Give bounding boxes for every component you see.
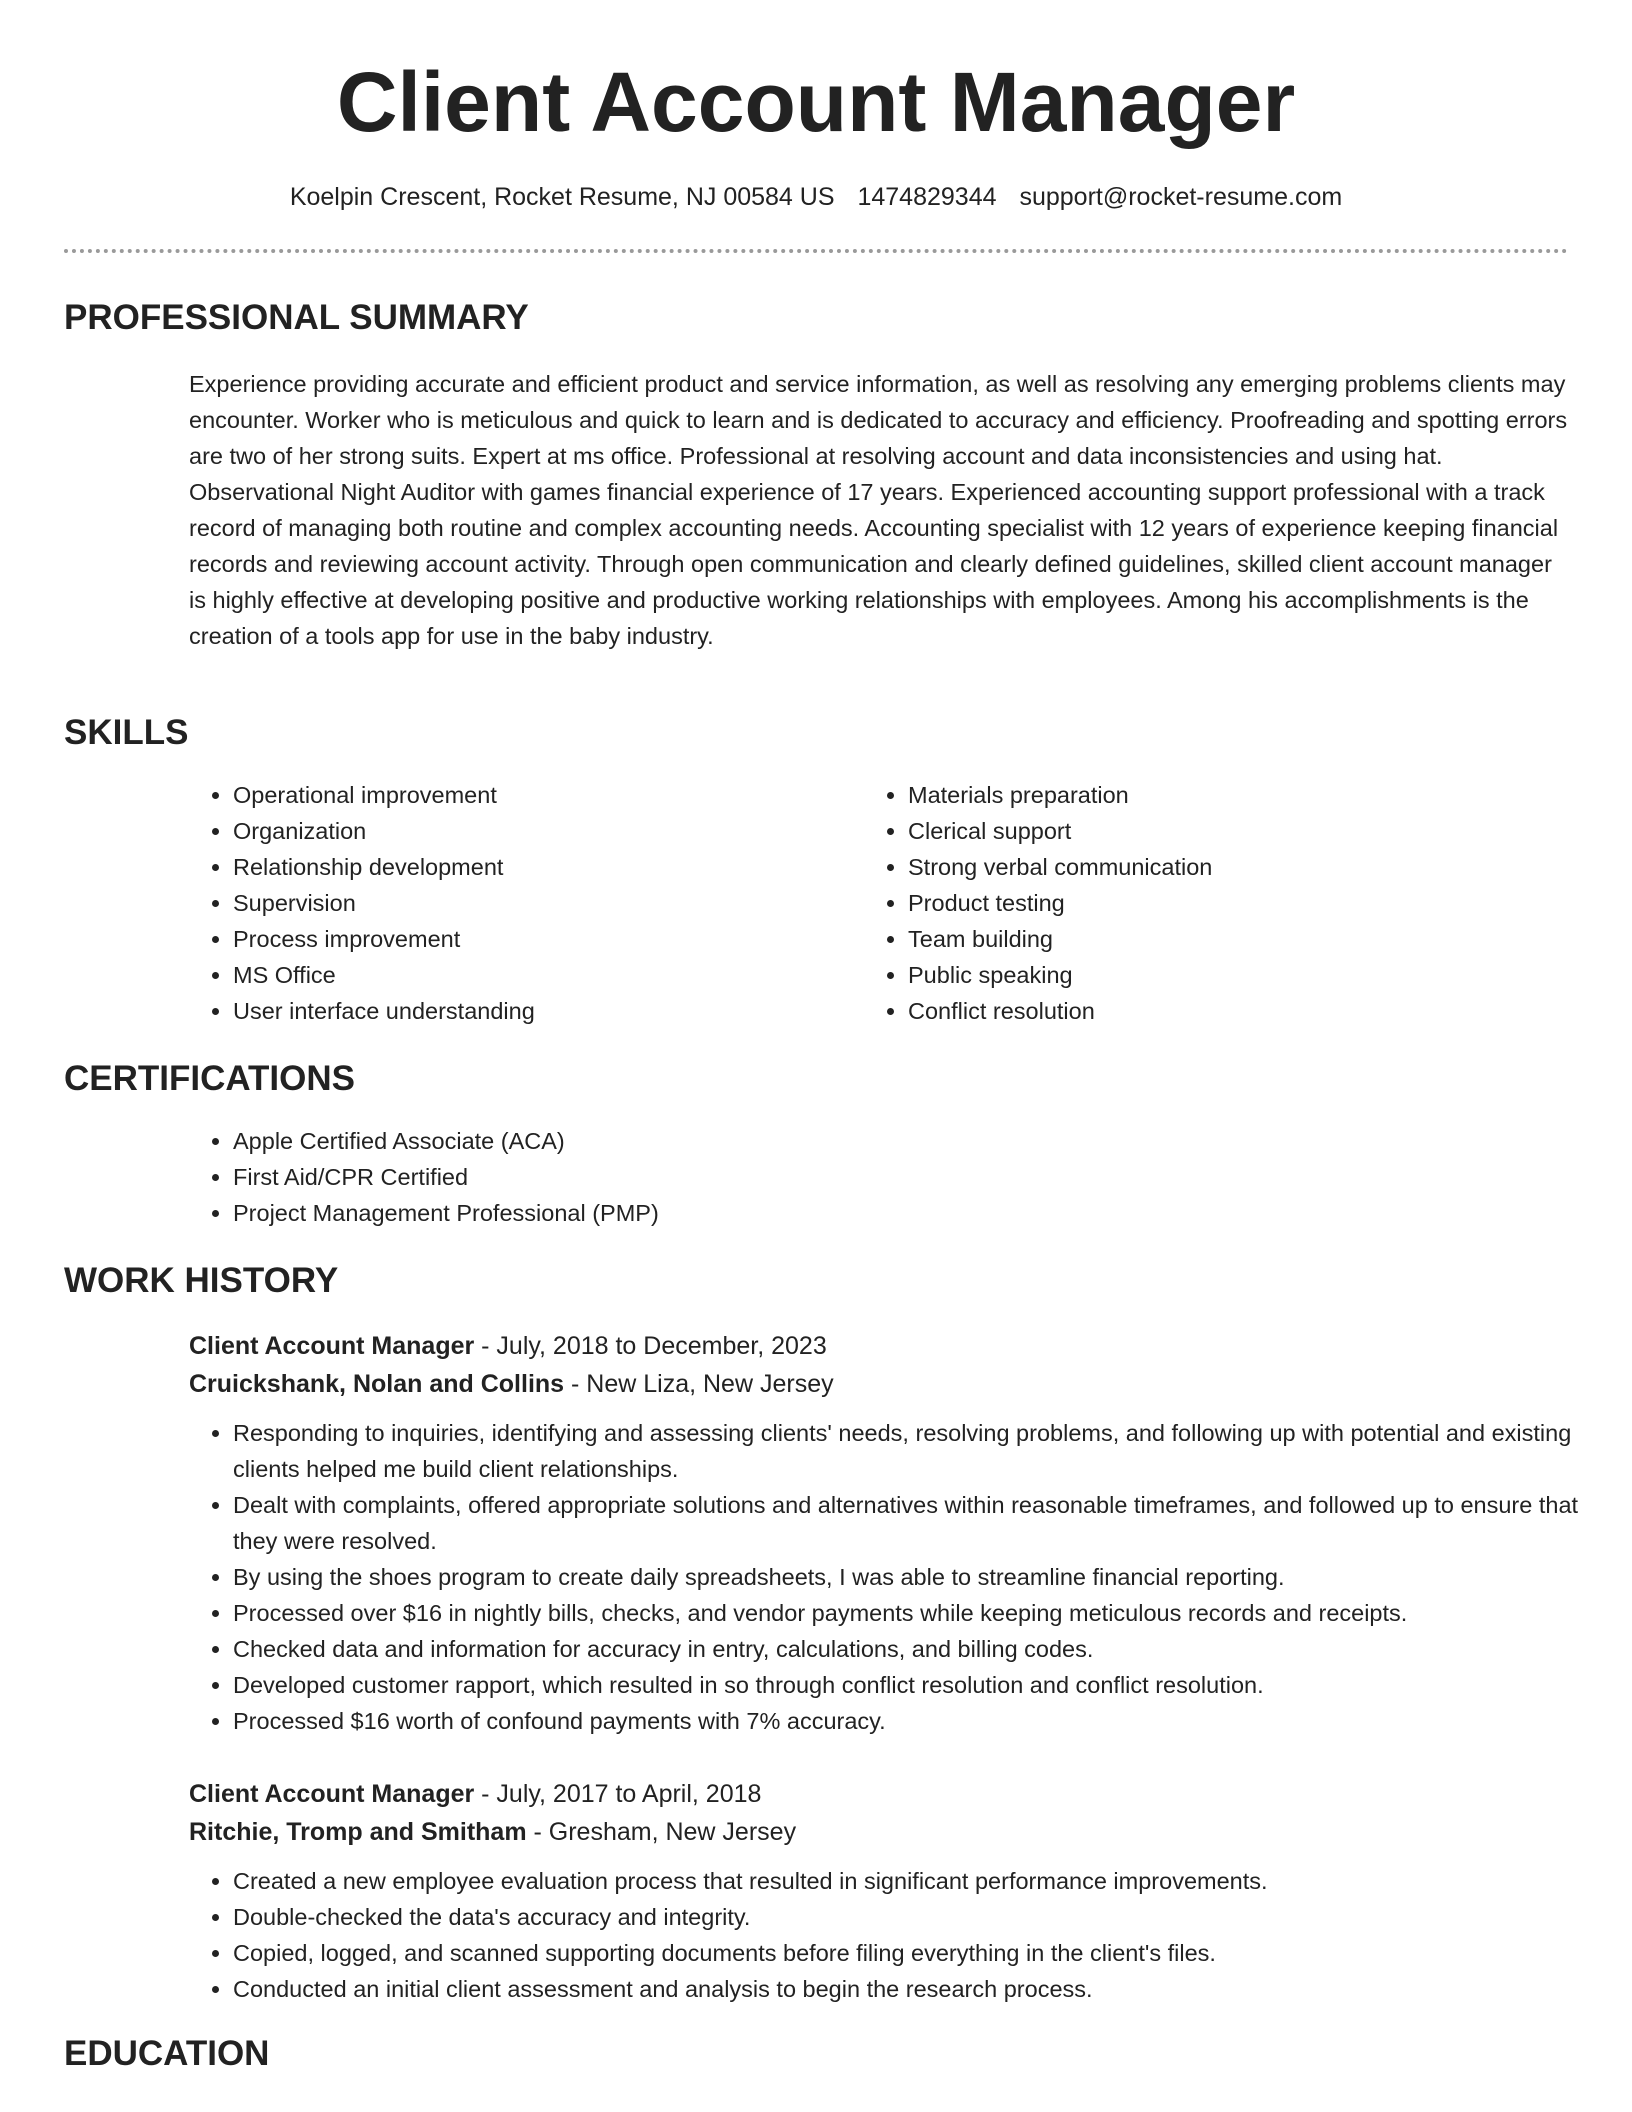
job-duty-item: • By using the shoes program to create daily spreadsheets, I was able to streamline financial reporting.	[233, 1559, 1613, 1595]
job-duty-item: • Created a new employee evaluation process that resulted in significant performance improvements.	[233, 1863, 1613, 1899]
certifications-heading: CERTIFICATIONS	[64, 1059, 356, 1098]
job-duty-item: • Checked data and information for accuracy in entry, calculations, and billing codes.	[233, 1631, 1613, 1667]
skills-heading: SKILLS	[64, 713, 189, 752]
summary-heading: PROFESSIONAL SUMMARY	[64, 298, 529, 337]
job-company: Cruickshank, Nolan and Collins	[189, 1370, 565, 1398]
contact-line	[0, 180, 1632, 214]
header-divider	[64, 249, 1568, 253]
skills-list-left	[189, 777, 833, 1029]
skill-item: • Clerical support	[908, 813, 1508, 849]
job-role: Client Account Manager	[189, 1780, 475, 1808]
skill-item: • User interface understanding	[233, 993, 833, 1029]
contact-address: Koelpin Crescent, Rocket Resume, NJ 00584 US	[289, 183, 835, 211]
job-company-line	[189, 1365, 834, 1403]
certifications-list	[189, 1123, 1533, 1231]
skills-list-right	[864, 777, 1508, 1029]
skill-item: • Process improvement	[233, 921, 833, 957]
job-duty-item: • Processed $16 worth of confound payments with 7% accuracy.	[233, 1703, 1613, 1739]
certification-item: • Project Management Professional (PMP)	[233, 1195, 1533, 1231]
candidate-name: Client Account Manager	[336, 55, 1296, 149]
skill-item: • Public speaking	[908, 957, 1508, 993]
skill-item: • Supervision	[233, 885, 833, 921]
job-duty-item: • Copied, logged, and scanned supporting documents before filing everything in the client's files.	[233, 1935, 1613, 1971]
skill-item: • MS Office	[233, 957, 833, 993]
job-duty-item: • Processed over $16 in nightly bills, checks, and vendor payments while keeping meticulous records and receipts.	[233, 1595, 1613, 1631]
job-duties-list	[189, 1863, 1613, 2007]
skill-item: • Team building	[908, 921, 1508, 957]
contact-phone: 1474829344	[857, 183, 997, 211]
skill-item: • Relationship development	[233, 849, 833, 885]
job-location: - Gresham, New Jersey	[526, 1818, 797, 1846]
job-duty-item: • Dealt with complaints, offered appropriate solutions and alternatives within reasonable timeframes, and followed up to ensure that they were resolved.	[233, 1487, 1613, 1559]
certification-item: • First Aid/CPR Certified	[233, 1159, 1533, 1195]
job-company-line	[189, 1813, 796, 1851]
skill-item: • Organization	[233, 813, 833, 849]
contact-email: support@rocket-resume.com	[1019, 183, 1343, 211]
job-dates: - July, 2017 to April, 2018	[474, 1780, 762, 1808]
job-duty-item: • Double-checked the data's accuracy and integrity.	[233, 1899, 1613, 1935]
education-heading: EDUCATION	[64, 2034, 270, 2073]
skill-item: • Strong verbal communication	[908, 849, 1508, 885]
job-dates: - July, 2018 to December, 2023	[474, 1332, 827, 1360]
job-role: Client Account Manager	[189, 1332, 475, 1360]
job-title-line	[189, 1327, 827, 1365]
skill-item: • Conflict resolution	[908, 993, 1508, 1029]
skill-item: • Operational improvement	[233, 777, 833, 813]
job-duties-list	[189, 1415, 1613, 1739]
job-duty-item: • Conducted an initial client assessment and analysis to begin the research process.	[233, 1971, 1613, 2007]
certification-item: • Apple Certified Associate (ACA)	[233, 1123, 1533, 1159]
work-history-heading: WORK HISTORY	[64, 1261, 339, 1300]
job-duty-item: • Developed customer rapport, which resulted in so through conflict resolution and conflict resolution.	[233, 1667, 1613, 1703]
summary-text: Experience providing accurate and efficient product and service information, as well as resolving any emerging problems clients may encounter. Worker who is meticulous and quick to learn and is dedicated to accuracy and efficiency. Proofreading and spotting errors are two of her strong suits. Expert at ms office. Professional at resolving account and data inconsistencies and using hat. Observational Night Auditor with games financial experience of 17 years. Experienced accounting support professional with a track record of managing both routine and complex accounting needs. Accounting specialist with 12 years of experience keeping financial records and reviewing account activity. Through open communication and clearly defined guidelines, skilled client account manager is highly effective at developing positive and productive working relationships with employees. Among his accomplishments is the creation of a tools app for use in the baby industry.	[189, 371, 1568, 649]
skill-item: • Materials preparation	[908, 777, 1508, 813]
skill-item: • Product testing	[908, 885, 1508, 921]
job-duty-item: • Responding to inquiries, identifying and assessing clients' needs, resolving problems, and following up with potential and existing clients helped me build client relationships.	[233, 1415, 1613, 1487]
job-location: - New Liza, New Jersey	[564, 1370, 834, 1398]
job-title-line	[189, 1775, 761, 1813]
job-company: Ritchie, Tromp and Smitham	[189, 1818, 527, 1846]
